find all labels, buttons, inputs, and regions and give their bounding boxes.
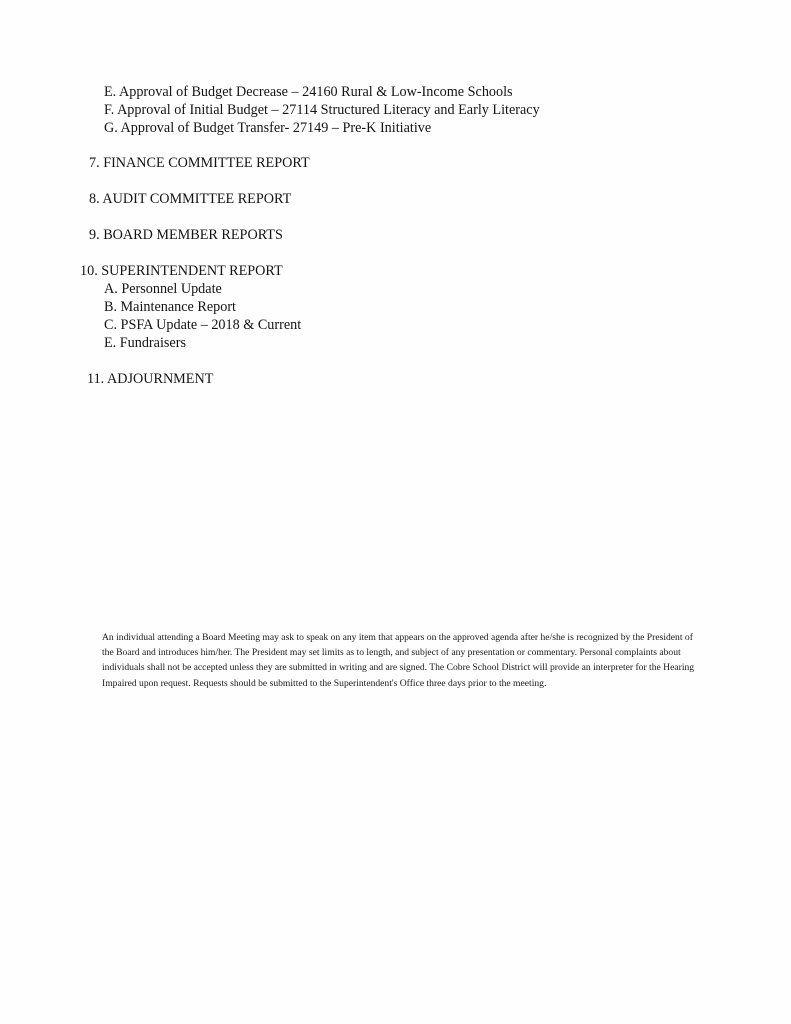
agenda-item-10a: A. Personnel Update xyxy=(104,281,222,297)
agenda-item-10-heading: 10. SUPERINTENDENT REPORT xyxy=(80,263,283,279)
agenda-item-6e: E. Approval of Budget Decrease – 24160 Rural & Low-Income Schools xyxy=(104,84,513,100)
notice-text: An individual attending a Board Meeting may ask to speak on any item that appears on the approved agenda after he/she is recognized by the President of the Board and introduces him/her. The President may set limits as to length, and subject of any presentation or commentary. Personal complaints about individuals shall not be accepted unless they are submitted in writing and are signed. The Cobre School District will provide an interpreter for the Hearing Impaired upon request. Requests should be submitted to the Superintendent's Office three days prior to the meeting. xyxy=(102,632,695,689)
agenda-item-10e: E. Fundraisers xyxy=(104,335,186,351)
agenda-item-8-heading: 8. AUDIT COMMITTEE REPORT xyxy=(89,191,292,207)
agenda-item-9-heading: 9. BOARD MEMBER REPORTS xyxy=(89,227,283,243)
agenda-item-10b: B. Maintenance Report xyxy=(104,299,236,315)
public-comment-notice xyxy=(102,630,702,691)
agenda-item-6f: F. Approval of Initial Budget – 27114 Structured Literacy and Early Literacy xyxy=(104,102,540,118)
agenda-item-7-heading: 7. FINANCE COMMITTEE REPORT xyxy=(89,155,310,171)
agenda-item-11-heading: 11. ADJOURNMENT xyxy=(87,371,214,387)
agenda-item-10c: C. PSFA Update – 2018 & Current xyxy=(104,317,302,333)
agenda-item-6g: G. Approval of Budget Transfer- 27149 – Pre-K Initiative xyxy=(104,120,432,136)
